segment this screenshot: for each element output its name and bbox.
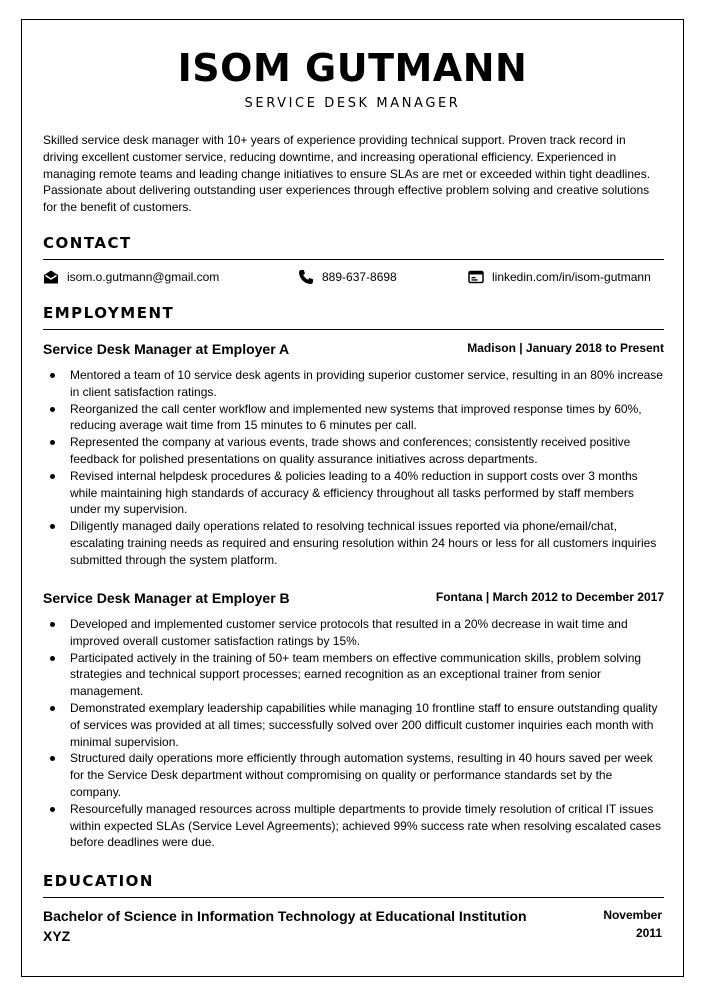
job-title-employer-b: Service Desk Manager at Employer B	[43, 590, 290, 606]
degree-title: Bachelor of Science in Information Technology at Educational Institution XYZ	[43, 908, 527, 944]
job-header	[43, 339, 664, 359]
job-header	[43, 588, 664, 608]
contact-email[interactable]	[43, 269, 219, 285]
contact-linkedin[interactable]	[468, 269, 651, 285]
list-item: Represented the company at various events, trade shows and conferences; consistently received positive feedback for polished presentations on quality assurance initiatives across departments.	[43, 434, 664, 468]
job-location-dates: Fontana | March 2012 to December 2017	[435, 590, 664, 604]
linkedin-text: linkedin.com/in/isom-gutmann	[492, 270, 651, 284]
education-heading: EDUCATION	[43, 871, 664, 898]
list-item: Mentored a team of 10 service desk agents in providing superior customer service, resulting in an 80% increase in client satisfaction ratings.	[43, 367, 664, 401]
list-item: Resourcefully managed resources across multiple departments to provide timely resolution of critical IT issues within expected SLAs (Service Level Agreements); achieved 99% success rate when resolving escalated cases before deadlines were due.	[43, 801, 664, 851]
list-item: Structured daily operations more efficiently through automation systems, resulting in 40 hours saved per week for the Service Desk department without compromising on quality or performance standards set by the company.	[43, 750, 664, 800]
envelope-icon	[43, 269, 59, 285]
contact-row	[43, 269, 664, 287]
resume-page	[21, 19, 684, 977]
list-item: Participated actively in the training of 50+ team members on effective communication skills, problem solving strategies and technical support processes; earned recognition as an exceptional trainer from senior management.	[43, 650, 664, 700]
list-item: Diligently managed daily operations related to resolving technical issues reported via phone/email/chat, escalating training needs as required and ensuring resolution within 24 hours or less for all customers inquiries submitted through the system platform.	[43, 518, 664, 568]
list-item: Reorganized the call center workflow and implemented new systems that improved response times by 60%, reducing average wait time from 15 minutes to 6 minutes per call.	[43, 401, 664, 435]
job-location-dates: Madison | January 2018 to Present	[467, 341, 664, 355]
list-item: Revised internal helpdesk procedures & policies leading to a 40% reduction in support costs over 3 months while maintaining high standards of accuracy & efficiency throughout all tasks performed by staff members under my supervision.	[43, 468, 664, 518]
summary-paragraph: Skilled service desk manager with 10+ years of experience providing technical support. Proven track record in driving excellent customer service, reducing downtime, and increasing operational efficiency. Experienced in managing remote teams and leading change initiatives to ensure SLAs are met or exceeded within tight deadlines. Passionate about delivering outstanding user experiences through effective problem solving and creative solutions for the benefit of customers.	[43, 133, 651, 215]
list-item: Developed and implemented customer service protocols that resulted in a 20% decrease in wait time and improved overall customer satisfaction ratings by 15%.	[43, 616, 664, 650]
contact-heading: CONTACT	[43, 233, 664, 260]
job-title: SERVICE DESK MANAGER	[244, 96, 461, 111]
contact-phone[interactable]	[298, 269, 397, 285]
job-title-employer-a: Service Desk Manager at Employer A	[43, 341, 290, 357]
job-bullets-employer-b	[43, 616, 664, 851]
job-bullets-employer-a	[43, 367, 664, 569]
phone-text: 889-637-8698	[322, 270, 397, 284]
candidate-name: ISOM GUTMANN	[177, 46, 528, 90]
list-item: Demonstrated exemplary leadership capabilities while managing 10 frontline staff to ensure outstanding quality of services was provided at all times; successfully solved over 200 difficult customer inquiries each month with minimal supervision.	[43, 700, 664, 750]
degree-date: November 2011	[603, 908, 662, 940]
browser-window-icon	[468, 269, 484, 285]
employment-heading: EMPLOYMENT	[43, 303, 664, 330]
email-text: isom.o.gutmann@gmail.com	[67, 270, 220, 284]
phone-icon	[298, 269, 314, 285]
